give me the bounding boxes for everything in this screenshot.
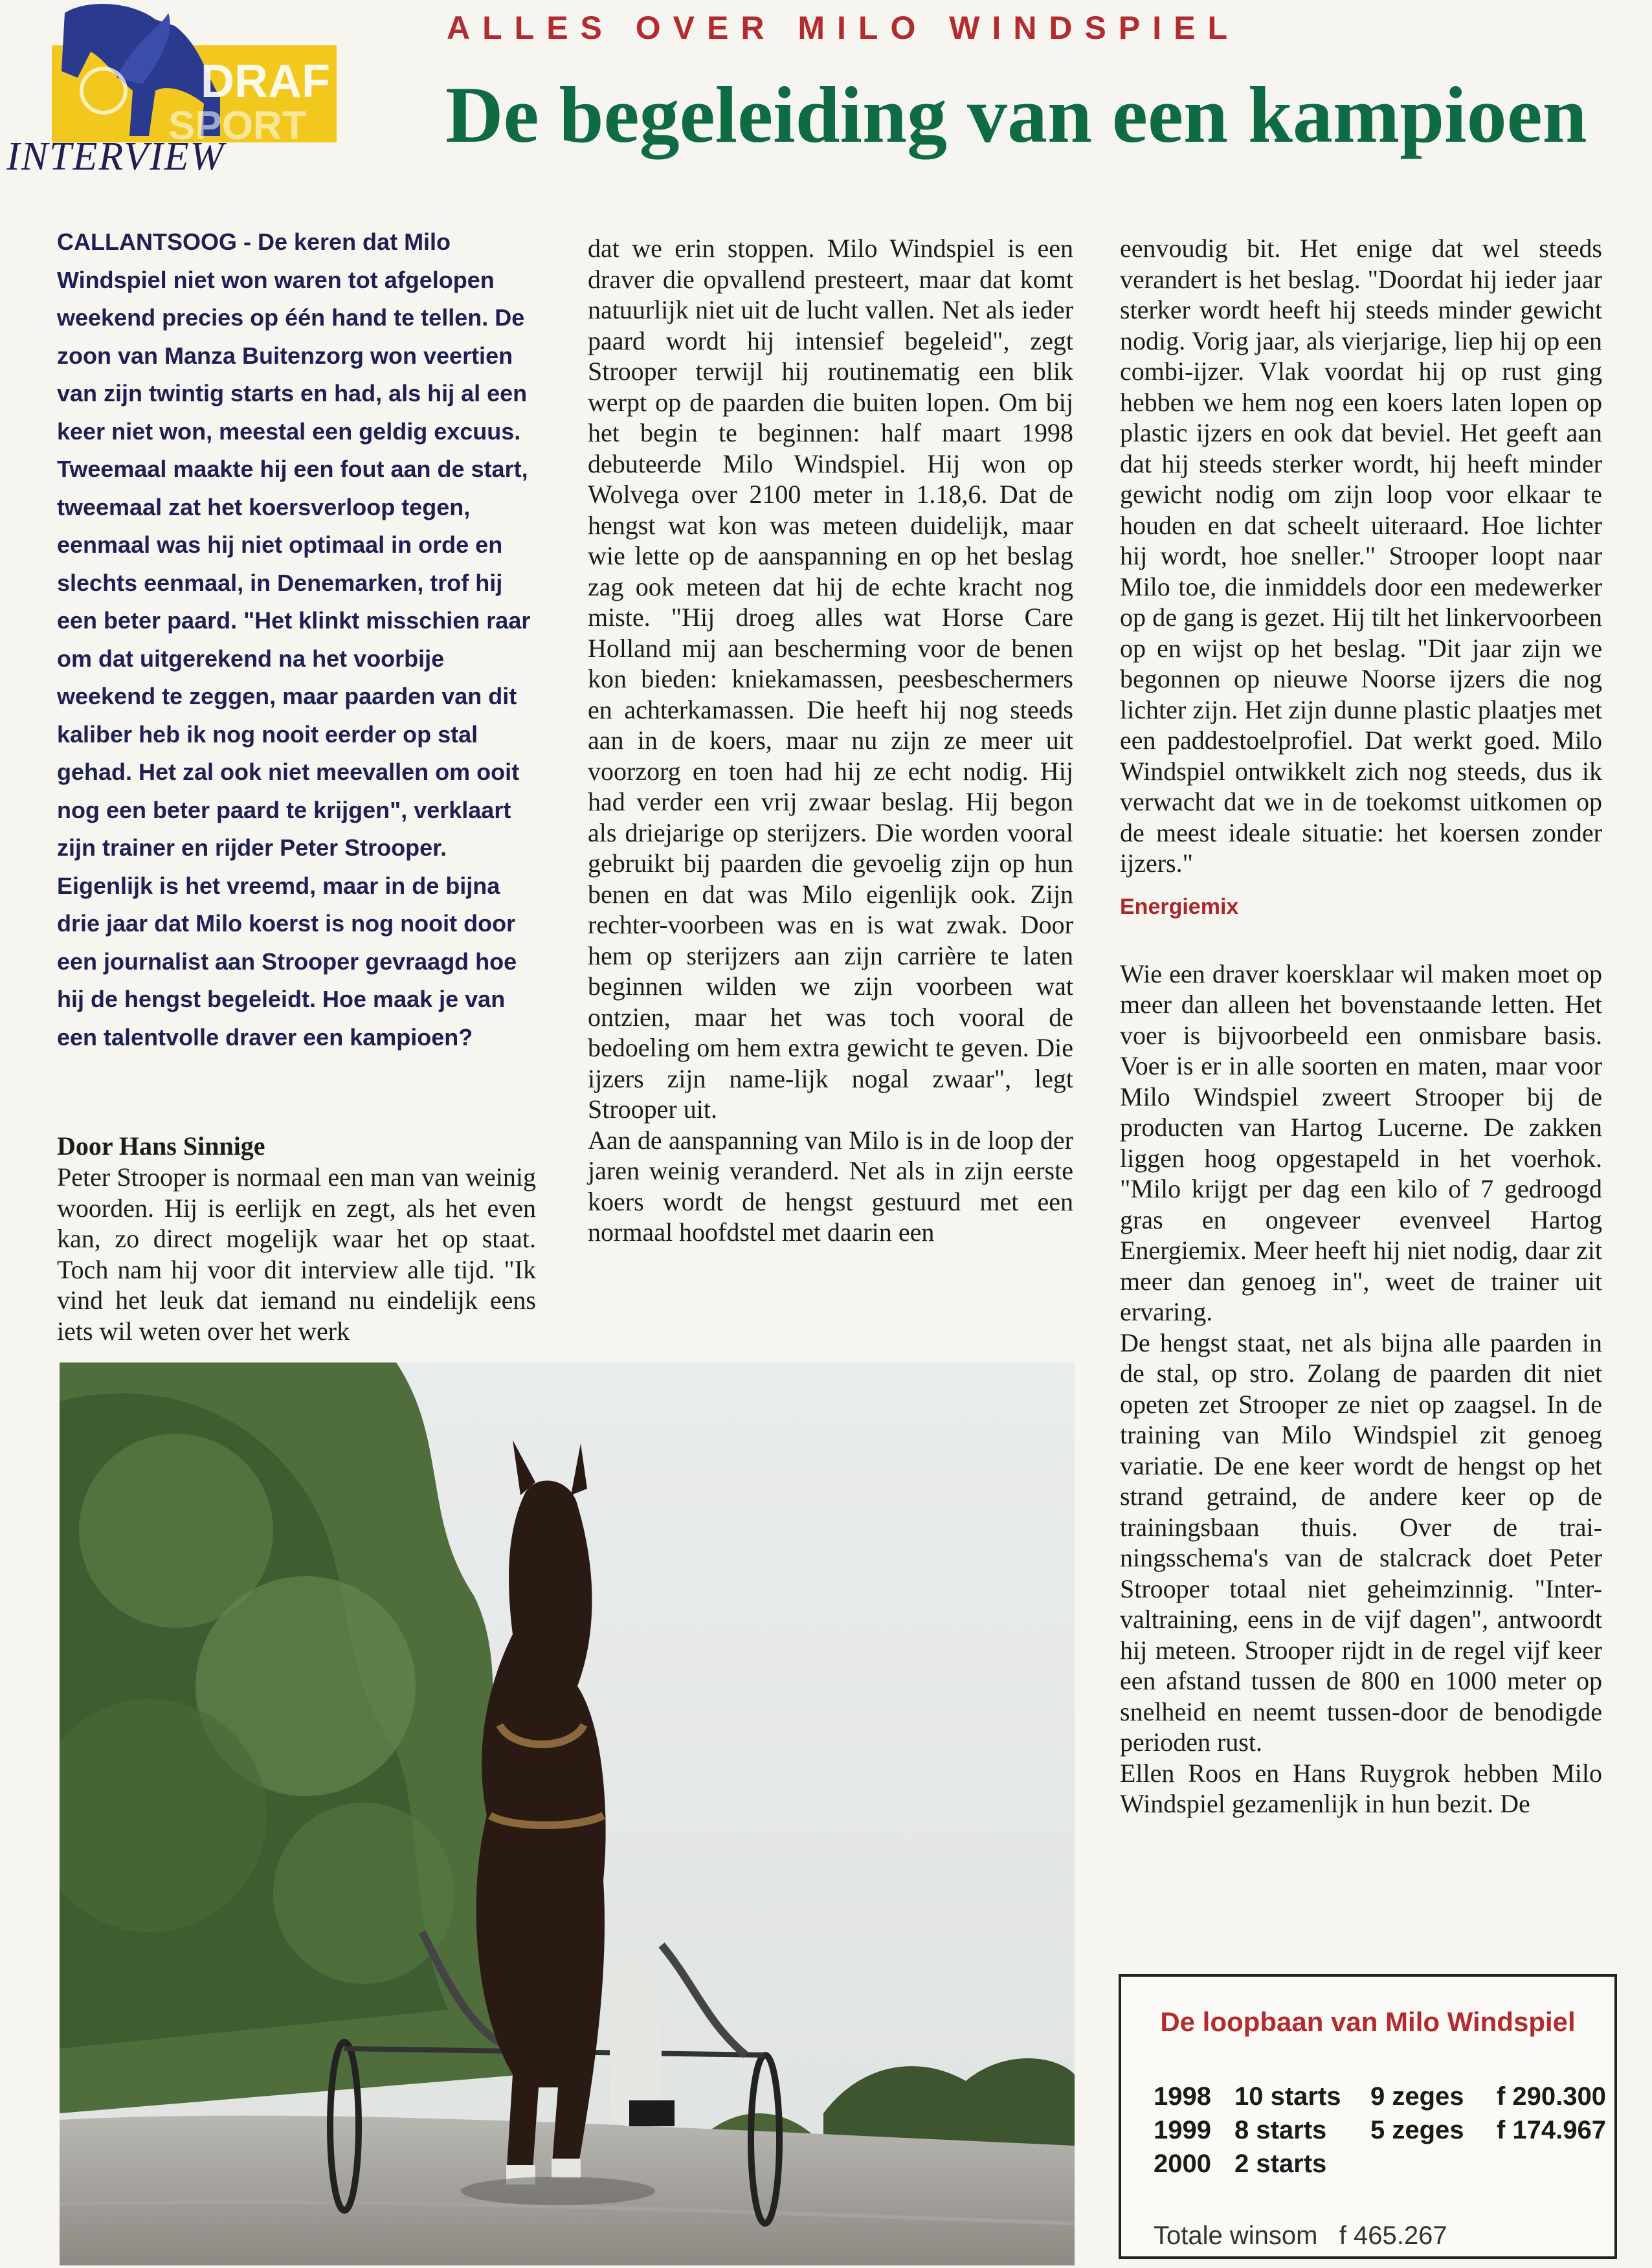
stat-year: 2000 — [1154, 2149, 1211, 2178]
stats-title: De loopbaan van Milo Windspiel — [1160, 2007, 1576, 2037]
section-subhead: Energiemix — [1120, 894, 1239, 919]
article-lead: CALLANTSOOG - De keren dat Milo Windspiel niet won waren tot afgelopen weekend precies op één hand te tellen. De zoon van Manza Buitenzorg won veertien van zijn twintig starts en had, als hij al een keer niet won, meestal een geldig excuus. Tweemaal maakte hij een fout aan de start, tweemaal zat het koersverloop tegen, eenmaal was hij niet optimaal in orde en slechts eenmaal, in Denemarken, trof hij een beter paard. "Het klinkt misschien raar om dat uitgerekend na het voorbije weekend te zeggen, maar paarden van dit kaliber heb ik nog nooit eerder op stal gehad. Het zal ook niet meevallen om ooit nog een beter paard te krijgen", verklaart zijn trainer en rijder Peter Strooper. Eigenlijk is het vreemd, maar in de bijna drie jaar dat Milo koerst is nog nooit door een journalist aan Strooper gevraagd hoe hij de hengst begeleidt. Hoe maak je van een talentvolle draver een kampioen? — [57, 228, 531, 1051]
section-kicker: ALLES OVER MILO WINDSPIEL — [447, 10, 1240, 46]
total-value: f 465.267 — [1339, 2221, 1447, 2250]
stat-money — [1497, 2148, 1606, 2181]
stat-money: f 174.967 — [1497, 2115, 1607, 2144]
svg-text:DRAF: DRAF — [201, 56, 330, 107]
body-paragraph: Wie een draver koersklaar wil maken moet op meer dan alleen het bovenstaande letten. Het voer is bijvoorbeeld een onmisbare basis. Voer is er in alle soorten en maten, maar voor Milo Windspiel zweert Strooper bij de producten van Hartog Lucerne. De zakken liggen hoog opgestapeld in het voerhok. "Milo krijgt per dag een kilo of 7 gedroogd gras en ongeveer evenveel Hartog Energiemix. Meer heeft hij niet nodig, daar zit meer dan genoeg in", weet de trainer uit ervaring. — [1120, 959, 1602, 1326]
article-byline: Door Hans Sinnige — [57, 1131, 265, 1161]
stat-starts: 10 starts — [1234, 2082, 1341, 2111]
stat-starts: 8 starts — [1234, 2115, 1327, 2144]
stats-total — [1154, 2221, 1447, 2251]
total-label: Totale winsom — [1154, 2221, 1318, 2250]
horse-sulky-photo — [60, 1362, 1075, 2265]
stat-year: 1999 — [1154, 2115, 1211, 2144]
stats-row — [1154, 2114, 1606, 2148]
body-paragraph: Ellen Roos en Hans Ruygrok hebben Milo Windspiel gezamenlijk in hun bezit. De — [1120, 1758, 1602, 1818]
column-1 — [57, 223, 536, 1346]
article-headline: De begeleiding van een kampioen — [445, 71, 1587, 159]
stats-row — [1154, 2080, 1606, 2114]
stat-wins: 9 zeges — [1370, 2082, 1464, 2111]
horse-silhouette-logo-icon — [6, 0, 343, 175]
stat-year: 1998 — [1154, 2082, 1211, 2111]
column-3 — [1120, 233, 1602, 1819]
body-paragraph: Aan de aanspanning van Milo is in de loop der jaren weinig veranderd. Net als in zijn eerste koers wordt de hengst gestuurd met een normaal hoofdstel met daarin een — [588, 1125, 1073, 1247]
body-paragraph: De hengst staat, net als bijna alle paarden in de stal, op stro. Zolang de paarden dit niet opeten zet Strooper ze niet op zaagsel. In de training van Milo Windspiel zit genoeg variatie. De ene keer wordt de hengst op het strand getraind, de andere keer op de trainingsbaan thuis. Over de trai-ningsschema's van de stalcrack doet Peter Strooper totaal niet geheimzinnig. "Inter-valtraining, eens in de vijf dagen", antwoordt hij meteen. Strooper rijdt in de regel vijf keer een afstand tussen de 800 en 1000 meter op snelheid en neemt tussen-door de benodigde perioden rust. — [1120, 1328, 1602, 1757]
stat-wins: 5 zeges — [1370, 2115, 1464, 2144]
career-stats-box — [1119, 1974, 1617, 2259]
svg-text:INTERVIEW: INTERVIEW — [6, 135, 225, 175]
body-paragraph: Peter Strooper is normaal een man van weinig woorden. Hij is eerlijk en zegt, als het even kan, zo direct mogelijk waar het op staat. Toch nam hij voor dit interview alle tijd. "Ik vind het leuk dat iemand nu eindelijk eens iets wil weten over het werk — [57, 1162, 536, 1346]
stat-starts: 2 starts — [1234, 2149, 1327, 2178]
stats-row — [1154, 2148, 1606, 2181]
column-2 — [588, 233, 1073, 1248]
stat-money: f 290.300 — [1497, 2082, 1607, 2111]
stats-table — [1154, 2080, 1606, 2181]
body-paragraph: eenvoudig bit. Het enige dat wel steeds verandert is het beslag. "Doordat hij ieder jaar sterker wordt heeft hij steeds minder gewicht nodig. Vorig jaar, als vierjarige, liep hij op een combi-ijzer. Vlak voordat hij op rust ging hebben we hem nog een koers laten lopen op plastic ijzers en ook dat beviel. Het geeft aan dat hij steeds sterker wordt, hij heeft minder gewicht nodig om zijn loop voor elkaar te houden en dat scheelt uiteraard. Hoe lichter hij wordt, hoe sneller." Strooper loopt naar Milo toe, die inmiddels door een medewerker op de gang is gezet. Hij tilt het linkervoorbeen op en wijst op het beslag. "Dit jaar zijn we begonnen op nieuwe Noorse ijzers die nog lichter zijn. Het zijn dunne plastic plaatjes met een paddestoelprofiel. Dat werkt goed. Milo Windspiel ontwikkelt zich nog steeds, dus ik verwacht dat we in de toekomst uitkomen op de meest ideale situatie: het koersen zonder ijzers." — [1120, 234, 1602, 878]
body-paragraph: dat we erin stoppen. Milo Windspiel is een draver die opvallend presteert, maar dat komt natuurlijk niet uit de lucht vallen. Net als ieder paard wordt hij intensief begeleid", zegt Strooper terwijl hij routinematig een blik werpt op de paarden die buiten lopen. Om bij het begin te beginnen: half maart 1998 debuteerde Milo Windspiel. Hij won op Wolvega over 2100 meter in 1.18,6. Dat de hengst wat kon was meteen duidelijk, maar wie lette op de aanspanning en op het beslag zag ook meteen dat hij de echte kracht nog miste. "Hij droeg alles wat Horse Care Holland mij aan bescherming voor de benen kon bieden: kniekamassen, peesbeschermers en achterkamassen. Die heeft hij nog steeds aan in de koers, maar nu zijn ze meer uit voorzorg en toen had hij ze echt nodig. Hij had verder een vrij zwaar beslag. Hij begon als driejarige op sterijzers. Die worden vooral gebruikt bij paarden die gevoelig zijn op hun benen en dat was Milo eigenlijk ook. Zijn rechter-voorbeen was en is wat zwak. Door hem op sterijzers aan zijn carrière te laten beginnen wilden we zijn voorbeen wat ontzien, maar het was toch vooral de bedoeling om hem extra gewicht te geven. Die ijzers zijn name-lijk nogal zwaar", legt Strooper uit. — [588, 234, 1073, 1124]
stat-wins — [1370, 2148, 1497, 2181]
svg-text:SPORT: SPORT — [168, 104, 307, 148]
draf-interview-logo — [6, 0, 343, 175]
